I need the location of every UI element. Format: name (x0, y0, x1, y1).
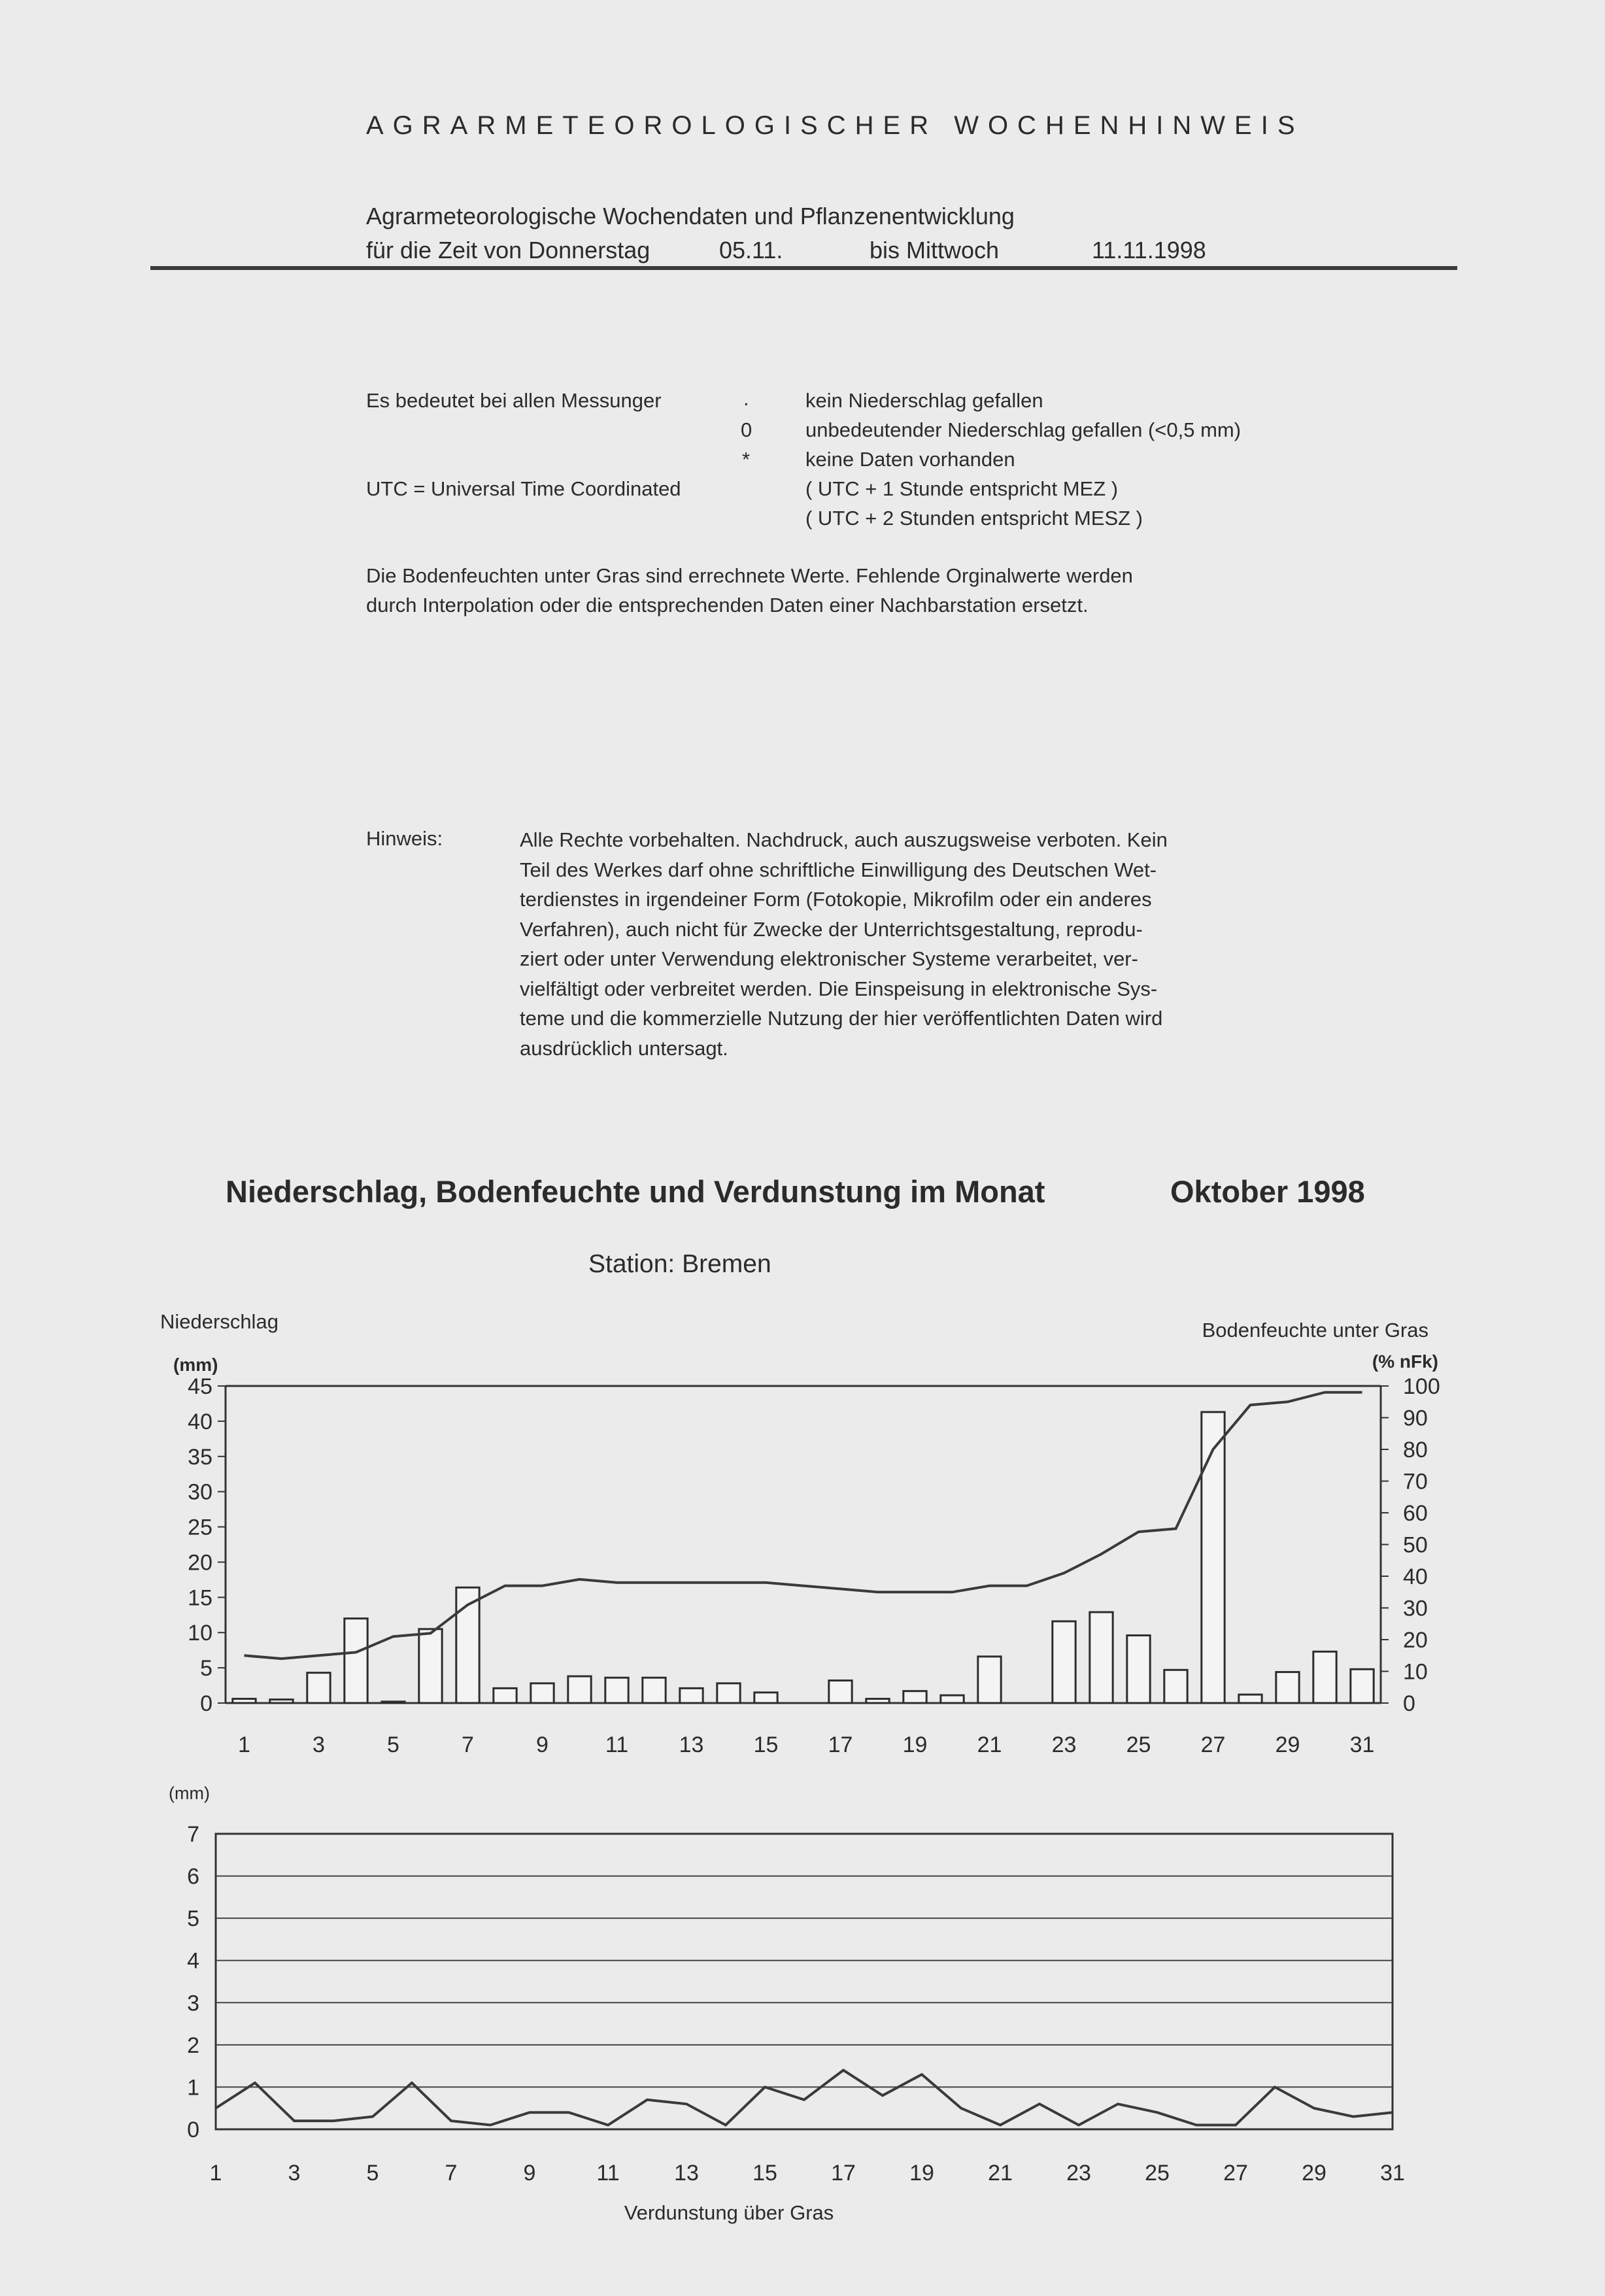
chart2-y-tick-label: 1 (187, 2075, 199, 2101)
chart2-x-tick-label: 23 (1066, 2161, 1091, 2186)
chart2-y-tick-label: 3 (187, 1991, 199, 2016)
left-tick-label: 15 (188, 1585, 212, 1611)
precipitation-bar (978, 1657, 1001, 1703)
x-tick-label: 3 (313, 1732, 325, 1757)
note-line: Die Bodenfeuchten unter Gras sind errechnete Werte. Fehlende Orginalwerte werden (366, 564, 1133, 587)
period-mid: bis Mittwoch (870, 237, 1000, 263)
precipitation-bar (494, 1688, 516, 1703)
precipitation-bar (1090, 1612, 1113, 1703)
precipitation-bar (717, 1683, 740, 1703)
x-tick-label: 1 (238, 1732, 250, 1757)
chart-month: Oktober 1998 (1170, 1174, 1365, 1209)
hinweis-line: ausdrücklich untersagt. (520, 1036, 728, 1060)
precipitation-bar (1053, 1621, 1075, 1703)
hinweis-line: terdienstes in irgendeiner Form (Fotokopie, Mikrofilm oder ein anderes (520, 888, 1152, 911)
hinweis-line: vielfältigt oder verbreitet werden. Die Einspeisung in elektronische Sys- (520, 977, 1158, 1000)
precipitation-bar (270, 1700, 293, 1703)
hinweis-line: ziert oder unter Verwendung elektronischer Systeme verarbeitet, ver- (520, 947, 1138, 970)
x-tick-label: 15 (753, 1732, 779, 1757)
date-to: 11.11.1998 (1092, 237, 1206, 263)
precipitation-bar (643, 1678, 666, 1703)
legend-text: unbedeutender Niederschlag gefallen (<0,5 mm) (805, 418, 1242, 441)
precipitation-bar (829, 1681, 852, 1703)
right-tick-label: 100 (1403, 1374, 1440, 1399)
x-tick-label: 9 (536, 1732, 549, 1757)
chart2-frame (216, 1834, 1393, 2129)
legend-intro: Es bedeutet bei allen Messunger (366, 389, 662, 412)
note-line: durch Interpolation oder die entsprechenden Daten einer Nachbarstation ersetzt. (366, 594, 1089, 616)
right-tick-label: 80 (1403, 1438, 1428, 1462)
right-tick-label: 50 (1403, 1532, 1428, 1558)
precipitation-bar (866, 1699, 889, 1703)
right-tick-label: 0 (1403, 1691, 1415, 1716)
date-from: 05.11. (719, 237, 783, 263)
chart2-x-tick-label: 5 (366, 2161, 379, 2186)
left-tick-label: 0 (200, 1691, 212, 1716)
x-tick-label: 21 (977, 1732, 1002, 1757)
chart2-x-tick-label: 19 (909, 2161, 934, 2186)
chart2-x-tick-label: 27 (1223, 2161, 1248, 2186)
left-tick-label: 40 (188, 1409, 212, 1434)
utc-note: ( UTC + 1 Stunde entspricht MEZ ) (805, 477, 1119, 500)
left-tick-label: 30 (188, 1479, 212, 1505)
chart2-y-tick-label: 2 (187, 2033, 199, 2058)
precipitation-bar (1239, 1695, 1262, 1703)
chart2-x-tick-label: 3 (288, 2161, 301, 2186)
chart2-title: Verdunstung über Gras (624, 2201, 834, 2224)
precipitation-bar (233, 1699, 256, 1703)
hinweis-line: teme und die kommerzielle Nutzung der hier veröffentlichten Daten wird (520, 1007, 1163, 1030)
precipitation-bar (1202, 1412, 1225, 1703)
chart2-x-tick-label: 1 (209, 2161, 222, 2186)
x-tick-label: 19 (902, 1732, 928, 1757)
subtitle: Agrarmeteorologische Wochendaten und Pflanzenentwicklung (366, 203, 1015, 229)
chart2-x-tick-label: 29 (1302, 2161, 1326, 2186)
x-tick-label: 27 (1200, 1732, 1226, 1757)
chart2-x-tick-label: 21 (988, 2161, 1013, 2186)
precipitation-bar (419, 1629, 442, 1703)
left-tick-label: 45 (188, 1374, 212, 1399)
precipitation-bar (1313, 1651, 1336, 1703)
x-tick-label: 7 (462, 1732, 474, 1757)
x-tick-label: 13 (679, 1732, 704, 1757)
left-tick-label: 5 (200, 1656, 212, 1681)
chart2-x-tick-label: 17 (831, 2161, 856, 2186)
precipitation-bar (568, 1676, 591, 1703)
right-tick-label: 90 (1403, 1406, 1428, 1431)
precipitation-bar (345, 1619, 367, 1703)
precipitation-bar (904, 1691, 926, 1703)
right-tick-label: 60 (1403, 1501, 1428, 1526)
chart2-x-tick-label: 15 (752, 2161, 777, 2186)
precipitation-bar (1276, 1672, 1299, 1703)
precipitation-bar (1351, 1669, 1374, 1703)
x-tick-label: 31 (1349, 1732, 1375, 1757)
hinweis-line: Alle Rechte vorbehalten. Nachdruck, auch auszugsweise verboten. Kein (520, 828, 1168, 851)
precipitation-bar (307, 1673, 330, 1703)
precipitation-bar (941, 1695, 964, 1703)
chart2-x-tick-label: 31 (1380, 2161, 1405, 2186)
x-tick-label: 17 (828, 1732, 853, 1757)
chart2-x-tick-label: 7 (445, 2161, 458, 2186)
precipitation-bar (680, 1688, 703, 1703)
precipitation-bar (1164, 1670, 1187, 1703)
chart2-y-tick-label: 6 (187, 1864, 199, 1889)
chart2-x-tick-label: 11 (596, 2161, 620, 2186)
x-tick-label: 29 (1275, 1732, 1300, 1757)
utc-label: UTC = Universal Time Coordinated (366, 477, 681, 500)
x-tick-label: 5 (387, 1732, 399, 1757)
chart2-y-tick-label: 0 (187, 2118, 199, 2142)
left-tick-label: 10 (188, 1621, 212, 1646)
left-axis-title: Niederschlag (160, 1310, 279, 1333)
right-tick-label: 70 (1403, 1469, 1428, 1494)
right-tick-label: 20 (1403, 1628, 1428, 1653)
legend-symbol: 0 (741, 418, 752, 441)
right-tick-label: 10 (1403, 1659, 1428, 1685)
chart2-x-tick-label: 13 (674, 2161, 699, 2186)
legend-symbol: . (743, 387, 749, 410)
legend-symbol: * (742, 448, 751, 471)
right-axis-title: Bodenfeuchte unter Gras (1202, 1319, 1428, 1342)
page-heading: AGRARMETEOROLOGISCHER WOCHENHINWEIS (366, 111, 1304, 140)
x-tick-label: 11 (605, 1732, 629, 1757)
legend-text: keine Daten vorhanden (805, 448, 1015, 471)
chart2-y-tick-label: 4 (187, 1948, 199, 1974)
precipitation-bar (605, 1678, 628, 1703)
legend-text: kein Niederschlag gefallen (805, 389, 1043, 412)
chart2-y-tick-label: 5 (187, 1906, 199, 1932)
precipitation-bar (754, 1693, 777, 1703)
hinweis-label: Hinweis: (366, 827, 443, 850)
chart2-x-tick-label: 9 (523, 2161, 536, 2186)
utc-note: ( UTC + 2 Stunden entspricht MESZ ) (805, 507, 1143, 530)
chart2-y-tick-label: 7 (187, 1822, 199, 1847)
left-tick-label: 35 (188, 1444, 212, 1470)
chart2-unit: (mm) (169, 1783, 210, 1803)
right-axis-unit: (% nFk) (1372, 1351, 1438, 1372)
left-tick-label: 25 (188, 1515, 212, 1540)
hinweis-line: Teil des Werkes darf ohne schriftliche Einwilligung des Deutschen Wet- (520, 858, 1157, 881)
evaporation-line (216, 2070, 1393, 2125)
hinweis-line: Verfahren), auch nicht für Zwecke der Unterrichtsgestaltung, reprodu- (520, 917, 1143, 941)
right-tick-label: 40 (1403, 1564, 1428, 1589)
precipitation-bar (1127, 1636, 1150, 1703)
precipitation-bar (382, 1702, 405, 1703)
station-label: Station: Bremen (588, 1250, 771, 1278)
right-tick-label: 30 (1403, 1596, 1428, 1621)
soil-moisture-line (245, 1393, 1362, 1659)
period-prefix: für die Zeit von Donnerstag (366, 237, 650, 263)
left-tick-label: 20 (188, 1550, 212, 1576)
chart2-x-tick-label: 25 (1145, 2161, 1170, 2186)
x-tick-label: 25 (1126, 1732, 1151, 1757)
left-axis-unit: (mm) (173, 1355, 218, 1375)
precipitation-bar (531, 1683, 554, 1703)
chart-title: Niederschlag, Bodenfeuchte und Verdunstung im Monat (226, 1174, 1045, 1209)
x-tick-label: 23 (1051, 1732, 1077, 1757)
